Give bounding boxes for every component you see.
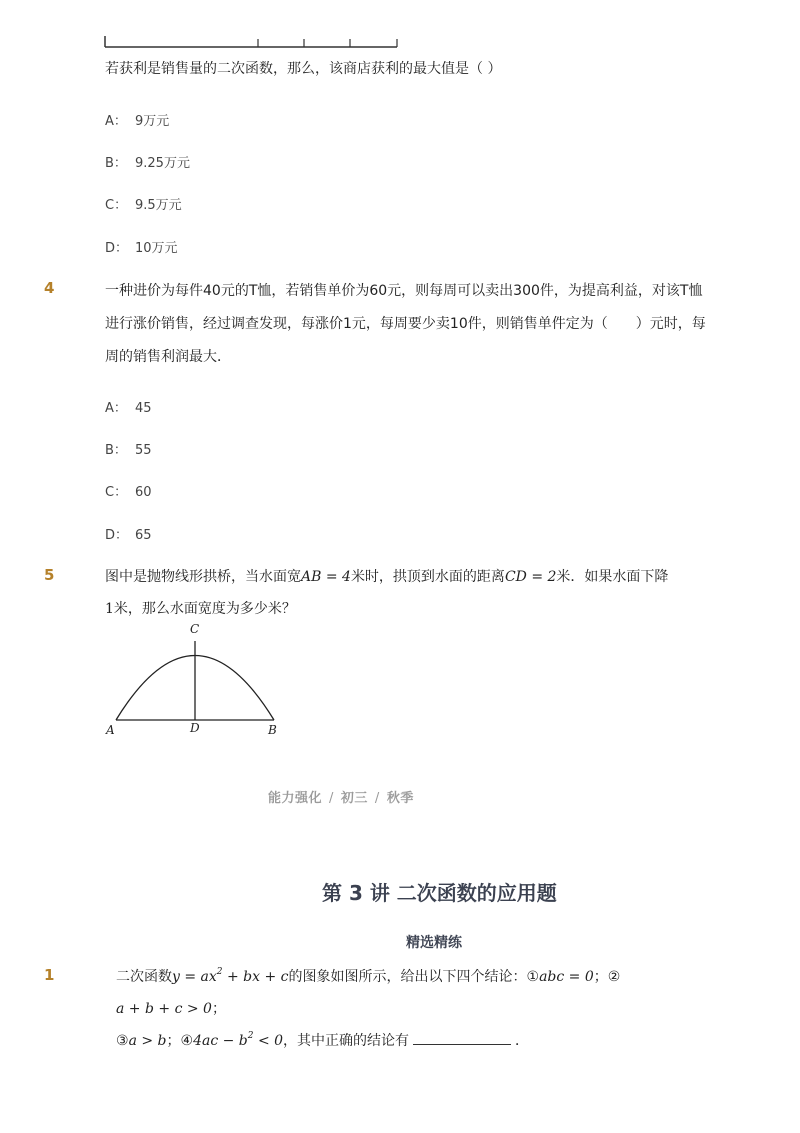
- label-c: C: [190, 622, 200, 636]
- question-1-number: 1: [44, 966, 55, 984]
- question-5-number: 5: [44, 566, 55, 584]
- math-part: < 0: [253, 1033, 284, 1049]
- math-sum: a + b + c > 0: [116, 1001, 212, 1017]
- q1-text: ，其中正确的结论有: [283, 1033, 410, 1049]
- math-discriminant: [193, 1033, 283, 1049]
- option-value: 55: [135, 443, 152, 458]
- option-b[interactable]: [105, 439, 152, 458]
- option-label: A：: [105, 401, 127, 416]
- q1-text: ③: [116, 1033, 129, 1049]
- question-4-line-3: 周的销售利润最大．: [105, 349, 231, 365]
- option-label: C：: [105, 485, 128, 500]
- question-1-line-1: [116, 966, 620, 986]
- math-compare: a > b: [128, 1033, 167, 1049]
- q1-text: ；: [211, 1001, 226, 1017]
- breadcrumb-part: 初三: [340, 791, 368, 806]
- question-3-text: 若获利是销售量的二次函数，那么，该商店获利的最大值是（ ）: [105, 61, 502, 77]
- option-label: C：: [105, 198, 128, 213]
- breadcrumb-separator: /: [374, 791, 380, 806]
- question-4-number: 4: [44, 279, 55, 297]
- question-4-line-2: 进行涨价销售，经过调查发现，每涨价1元，每周要少卖10件，则销售单件定为（ ）元时，每: [105, 316, 706, 332]
- option-value: 10万元: [135, 241, 178, 256]
- math-ab: AB = 4: [301, 569, 351, 585]
- option-value: 9.25万元: [135, 156, 190, 171]
- label-b: B: [268, 723, 277, 737]
- section-title: 第 3 讲 二次函数的应用题: [322, 881, 557, 905]
- math-part: y = ax: [172, 969, 217, 985]
- option-label: D：: [105, 241, 129, 256]
- option-c[interactable]: [105, 481, 152, 500]
- math-exponent: 2: [216, 967, 223, 977]
- q5-text: 图中是抛物线形拱桥，当水面宽: [105, 569, 301, 585]
- q1-text: ．: [515, 1033, 530, 1049]
- breadcrumb: [268, 787, 414, 806]
- breadcrumb-part: 能力强化: [268, 791, 323, 806]
- answer-blank[interactable]: [413, 1032, 511, 1045]
- breadcrumb-part: 秋季: [386, 791, 414, 806]
- math-abc: abc = 0: [539, 969, 594, 985]
- question-5-line-2: [105, 598, 296, 618]
- option-b[interactable]: [105, 152, 190, 171]
- q1-text: 二次函数: [116, 969, 172, 985]
- math-one: 1: [105, 601, 114, 617]
- math-part: 4ac − b: [193, 1033, 248, 1049]
- q5-text: 米时，拱顶到水面的距离: [350, 569, 505, 585]
- q1-text: ；②: [593, 969, 621, 985]
- section-subtitle: 精选精练: [406, 935, 462, 951]
- option-label: B：: [105, 156, 127, 171]
- arch-bridge-figure: [100, 618, 300, 742]
- q5-text: 米．如果水面下降: [556, 569, 669, 585]
- table-fragment: [104, 36, 400, 50]
- breadcrumb-separator: /: [329, 791, 334, 806]
- option-value: 60: [135, 485, 152, 500]
- question-1-line-3: [116, 1030, 529, 1050]
- option-label: D：: [105, 528, 129, 543]
- question-4-line-1: 一种进价为每件40元的T恤，若销售单价为60元，则每周可以卖出300件，为提高利益，对该T恤: [105, 283, 703, 299]
- option-value: 9万元: [135, 114, 170, 129]
- option-a[interactable]: [105, 110, 169, 129]
- q1-text: ；④: [166, 1033, 194, 1049]
- option-value: 9.5万元: [135, 198, 182, 213]
- option-value: 65: [135, 528, 152, 543]
- option-label: A：: [105, 114, 127, 129]
- label-a: A: [106, 723, 115, 737]
- option-label: B：: [105, 443, 127, 458]
- q1-text: 的图象如图所示，给出以下四个结论：①: [288, 969, 540, 985]
- question-5-line-1: [105, 566, 668, 586]
- option-c[interactable]: [105, 194, 182, 213]
- option-a[interactable]: [105, 397, 152, 416]
- option-d[interactable]: [105, 237, 178, 256]
- option-d[interactable]: [105, 524, 152, 543]
- label-d: D: [190, 721, 200, 735]
- question-1-line-2: [116, 998, 226, 1018]
- math-part: + bx + c: [222, 969, 289, 985]
- option-value: 45: [135, 401, 152, 416]
- math-exponent: 2: [247, 1031, 254, 1041]
- math-cd: CD = 2: [504, 569, 557, 585]
- math-function: [172, 969, 289, 985]
- q5-text: 米，那么水面宽度为多少米？: [113, 601, 296, 617]
